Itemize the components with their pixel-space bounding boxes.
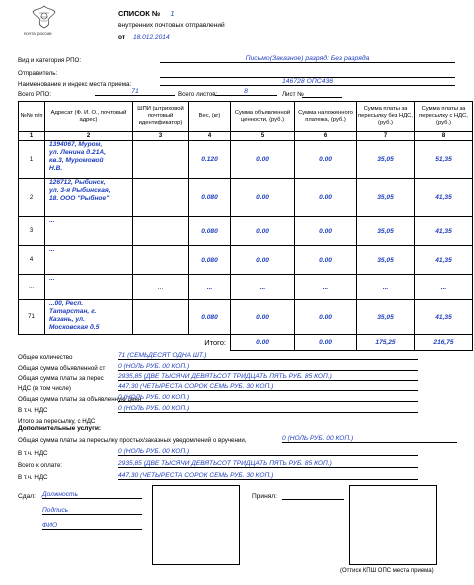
row-number: 3 [19,217,45,246]
shpi-cell: ... [133,275,189,300]
total-value: 0.00 [231,335,295,351]
sig-name: ФИО [42,522,142,530]
notice-vat-value: 0 (НОЛЬ РУБ. 00 КОП.) [118,448,418,456]
declared-value-cell: 0.00 [231,179,295,217]
doc-number: 1 [170,9,175,18]
total-vat-value: 447,30 (ЧЕТЫРЕСТА СОРОК СЕМЬ РУБ. 30 КОП.) [118,472,418,480]
fee-cell: 35,05 [357,179,415,217]
summary-value: 0 (НОЛЬ РУБ. 00 КОП.) [118,394,418,402]
emblem-icon [30,4,58,30]
table-row [19,217,473,246]
declared-value-cell: 0.00 [231,300,295,335]
table-header-row [19,102,473,132]
total-fee: 175,25 [357,335,415,351]
recipient-address [45,300,133,335]
col-number: 6 [295,132,357,141]
notice-vat-label: В т.ч. НДС [18,450,48,457]
weight-cell: 0.080 [189,300,231,335]
address-line: ул. Ленина д.21А, [49,149,106,156]
col-number: 2 [45,132,133,141]
summary-value: 2935,85 (ДВЕ ТЫСЯЧИ ДЕВЯТЬСОТ ТРИДЦАТЬ ПЯТЬ РУБ. 85 КОП.) [118,373,418,381]
notice-label: Общая сумма платы за пересылку простых/заказных уведомлений о вручении, [18,437,247,444]
summary-label: НДС (в том числе) [18,385,71,392]
table-row [19,179,473,217]
summary-label: Итого за пересылку, с НДС [18,418,96,425]
notice-value: 0 (НОЛЬ РУБ. 00 КОП.) [282,435,457,443]
address-wrap [49,217,132,245]
recipient-address [45,141,133,179]
stamp-caption: (Оттиск КПШ ОПС места приема) [340,568,434,574]
fee-vat-cell: 41,35 [415,300,473,335]
cod-cell: 0.00 [295,300,357,335]
col-number: 5 [231,132,295,141]
totals-row [19,335,473,351]
recv-place-label: Наименование и индекс места приема: [18,81,132,88]
fee-cell: 35,05 [357,300,415,335]
table-row [19,300,473,335]
shpi-cell [133,300,189,335]
cod-cell: 0.00 [295,141,357,179]
rpo-kind-label: Вид и категория РПО: [18,57,82,64]
col-header: Сумма наложенного платежа, (руб.) [295,102,357,132]
sig-position: Должность [42,491,142,499]
summary-value: 71 (СЕМЬДЕСЯТ ОДНА ШТ.) [118,352,418,360]
address-line: Казань, ул. [49,316,85,323]
address-line: ...00, Респ. [49,300,84,307]
total-pay-value: 2935,85 (ДВЕ ТЫСЯЧИ ДЕВЯТЬСОТ ТРИДЦАТЬ ПЯТЬ РУБ. 85 КОП.) [118,460,418,468]
items-table [18,101,473,351]
row-number: 1 [19,141,45,179]
shpi-cell [133,217,189,246]
col-header: Сумма объявленной ценности, (руб.) [231,102,295,132]
col-number: 8 [415,132,473,141]
address-line: ул. 3-я Рыбинская, [49,187,111,194]
doc-title [118,9,175,18]
sheet-value [302,92,342,98]
weight-cell: ... [189,275,231,300]
fee-cell: ... [357,275,415,300]
declared-value-cell: 0.00 [231,246,295,275]
row-number: 4 [19,246,45,275]
sender-label: Отправитель: [18,70,58,77]
fee-vat-cell: 41,35 [415,217,473,246]
fee-vat-cell: ... [415,275,473,300]
total-pay-label: Всего к оплате: [18,462,63,469]
col-number: 3 [133,132,189,141]
cod-cell: ... [295,275,357,300]
declared-value-cell: 0.00 [231,217,295,246]
total-rpo-label: Всего РПО: [18,91,52,98]
address-line: ... [49,217,55,224]
rpo-kind-value: Письмо(Заказное) разряд: Без разряда [160,55,455,63]
doc-date-row [118,34,170,41]
fee-cell: 35,05 [357,141,415,179]
summary-label: Общее количество [18,354,73,361]
row-number: 71 [19,300,45,335]
column-number-row [19,132,473,141]
address-line: 126712, Рыбинск, [49,179,106,186]
received-line [282,498,344,500]
address-wrap [49,300,132,334]
col-header: №№ п/п [19,102,45,132]
col-number: 4 [189,132,231,141]
cod-cell: 0.00 [295,217,357,246]
recipient-address [45,217,133,246]
doc-title-text: СПИСОК № [118,9,161,18]
sheet-label: Лист № [282,91,304,98]
address-line: 18. ООО "Рыбное" [49,195,110,202]
col-header: Сумма платы за пересылку с НДС, (руб.) [415,102,473,132]
summary-value: 0 (НОЛЬ РУБ. 00 КОП.) [118,405,418,413]
summary-value: 447,30 (ЧЕТЫРЕСТА СОРОК СЕМЬ РУБ. 30 КОП.) [118,383,418,391]
sender-value [160,70,455,78]
shpi-cell [133,179,189,217]
recv-place-value: 146728 ОПС436 [160,78,455,86]
total-sheets-value: 8 [215,88,277,96]
address-wrap [49,141,132,178]
row-number: 2 [19,179,45,217]
address-line: ... [49,246,55,253]
summary-label: Общая сумма платы за перес [18,375,104,382]
col-header: Сумма платы за пересылку без НДС, (руб.) [357,102,415,132]
address-line: Татарстан, г. [49,308,97,315]
total-vat-label: В т.ч. НДС [18,474,48,481]
cod-cell: 0.00 [295,179,357,217]
recipient-address [45,275,133,300]
date-prefix: от [118,34,126,41]
col-header: Вес, (кг) [189,102,231,132]
col-number: 1 [19,132,45,141]
fee-vat-cell: 51,35 [415,141,473,179]
shpi-cell [133,141,189,179]
fee-cell: 35,05 [357,246,415,275]
table-row [19,141,473,179]
sender-stamp-box [152,485,240,565]
address-line: 1394067, Муром, [49,141,103,148]
address-wrap [49,246,132,274]
table-row [19,275,473,300]
recipient-address [45,246,133,275]
address-wrap [49,275,132,299]
col-header: Адресат (Ф. И. О., почтовый адрес) [45,102,133,132]
col-number: 7 [357,132,415,141]
address-line: ... [49,275,55,282]
extra-title: Дополнительные услуги: [18,425,102,432]
sig-signature: Подпись [42,507,142,515]
fee-cell: 35,05 [357,217,415,246]
declared-value-cell: 0.00 [231,141,295,179]
summary-value: 0 (НОЛЬ РУБ. 00 КОП.) [118,363,418,371]
weight-cell: 0.080 [189,246,231,275]
total-fee-vat: 216,75 [415,335,473,351]
doc-subtitle: внутренних почтовых отправлений [118,22,225,29]
cod-cell: 0.00 [295,246,357,275]
doc-date: 18.012.2014 [132,34,170,41]
total-rpo-value: 71 [95,88,175,96]
weight-cell: 0.080 [189,217,231,246]
emblem-caption: почта россии [24,31,52,36]
col-header: ШПИ (штриховой почтовый идентификатор) [133,102,189,132]
reception-stamp-box [349,485,437,565]
summary-label: Общая сумма объявленной ст [18,365,106,372]
address-line: Московская д.5 [49,324,100,331]
shpi-cell [133,246,189,275]
weight-cell: 0.120 [189,141,231,179]
weight-cell: 0.080 [189,179,231,217]
summary-label: В т.ч. НДС [18,407,48,414]
totals-label: Итого: [19,335,231,351]
address-line: Н.В. [49,165,63,172]
declared-value-cell: ... [231,275,295,300]
table-row [19,246,473,275]
address-wrap [49,179,132,216]
address-line: кв.3, Муромовой [49,157,104,164]
total-cod: 0.00 [295,335,357,351]
summary-label: Общая сумма платы за объявленную ценн [18,396,142,403]
fee-vat-cell: 41,35 [415,179,473,217]
recipient-address [45,179,133,217]
handed-label: Сдал: [18,493,36,500]
row-number: ... [19,275,45,300]
fee-vat-cell: 41,35 [415,246,473,275]
received-label: Принял: [252,493,277,500]
total-sheets-label: Всего листов: [178,91,218,98]
